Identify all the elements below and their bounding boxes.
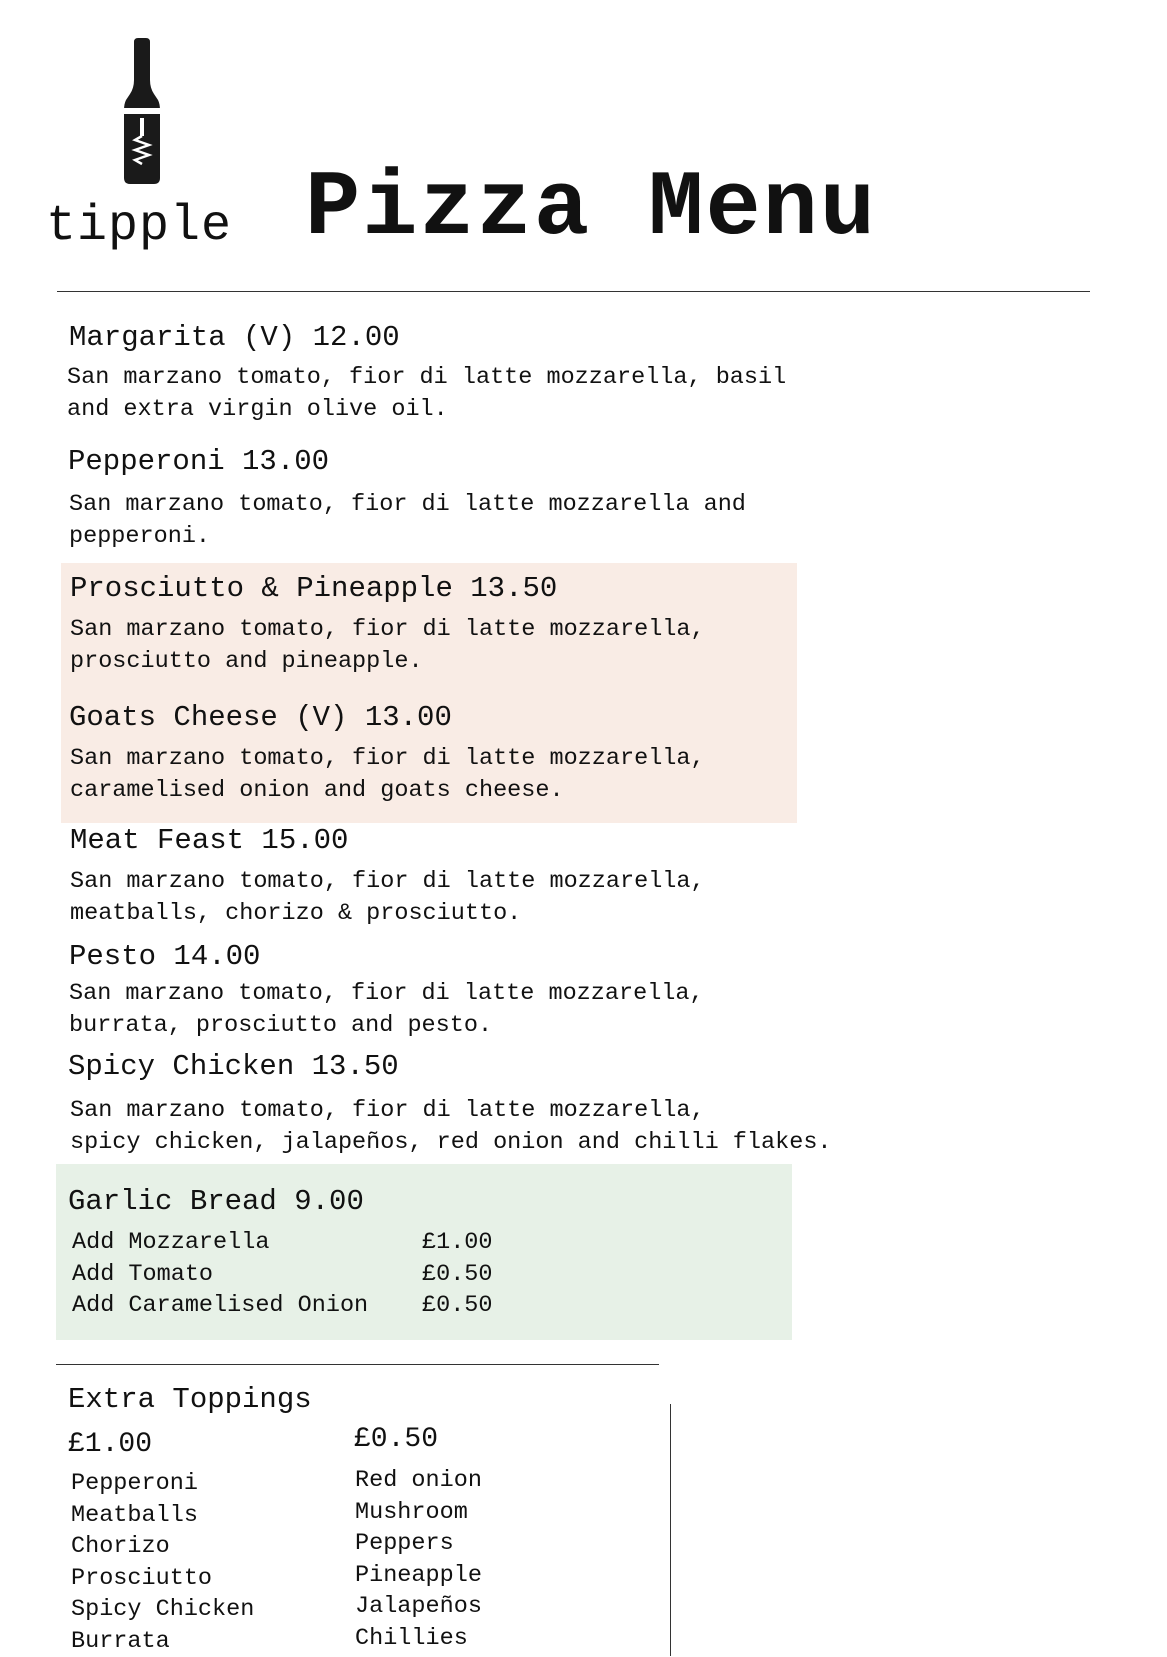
menu-item-name: Spicy Chicken 13.50 [68, 1051, 399, 1083]
wine-bottle-corkscrew-icon [120, 36, 164, 186]
topping-item: Prosciutto [71, 1563, 254, 1595]
menu-item-name: Meat Feast 15.00 [70, 825, 348, 857]
topping-item: Jalapeños [355, 1591, 482, 1623]
toppings-divider [56, 1364, 659, 1365]
addon-price: £0.50 [422, 1261, 493, 1288]
toppings-price-heading: £1.00 [68, 1429, 152, 1460]
addon-price: £0.50 [422, 1292, 493, 1319]
header-divider [57, 291, 1090, 292]
topping-item: Chillies [355, 1623, 482, 1655]
addon-name: Add Caramelised Onion [72, 1290, 422, 1322]
toppings-list [71, 1468, 254, 1657]
menu-item-name: Margarita (V) 12.00 [69, 322, 400, 354]
topping-item: Chorizo [71, 1531, 254, 1563]
addon-row [72, 1259, 493, 1291]
menu-item-name: Pepperoni 13.00 [68, 446, 329, 478]
extra-toppings-title: Extra Toppings [68, 1383, 312, 1416]
topping-item: Meatballs [71, 1500, 254, 1532]
menu-item-description: San marzano tomato, fior di latte mozzarella and pepperoni. [69, 489, 746, 553]
garlic-bread-name: Garlic Bread 9.00 [68, 1186, 364, 1218]
addon-name: Add Mozzarella [72, 1227, 422, 1259]
menu-item-name: Prosciutto & Pineapple 13.50 [70, 573, 557, 605]
brand-name: tipple [46, 198, 232, 255]
menu-item-description: San marzano tomato, fior di latte mozzarella, spicy chicken, jalapeños, red onion and chilli flakes. [70, 1095, 832, 1159]
menu-item-name: Pesto 14.00 [69, 941, 260, 973]
brand-logo [42, 36, 252, 256]
topping-item: Pepperoni [71, 1468, 254, 1500]
topping-item: Spicy Chicken [71, 1594, 254, 1626]
menu-item-description: San marzano tomato, fior di latte mozzarella, meatballs, chorizo & prosciutto. [70, 866, 705, 930]
addon-name: Add Tomato [72, 1259, 422, 1291]
topping-item: Peppers [355, 1528, 482, 1560]
topping-item: Red onion [355, 1465, 482, 1497]
addon-price: £1.00 [422, 1229, 493, 1256]
toppings-price-heading: £0.50 [354, 1424, 438, 1455]
menu-item-description: San marzano tomato, fior di latte mozzarella, caramelised onion and goats cheese. [70, 743, 705, 807]
garlic-bread-addons [72, 1227, 493, 1322]
page-title: Pizza Menu [305, 158, 877, 259]
menu-item-name: Goats Cheese (V) 13.00 [69, 702, 452, 734]
addon-row [72, 1227, 493, 1259]
topping-item: Burrata [71, 1626, 254, 1657]
toppings-list [355, 1465, 482, 1654]
topping-item: Pineapple [355, 1560, 482, 1592]
vertical-divider [670, 1404, 671, 1656]
menu-item-description: San marzano tomato, fior di latte mozzarella, prosciutto and pineapple. [70, 614, 705, 678]
menu-item-description: San marzano tomato, fior di latte mozzarella, burrata, prosciutto and pesto. [69, 978, 704, 1042]
addon-row [72, 1290, 493, 1322]
menu-item-description: San marzano tomato, fior di latte mozzarella, basil and extra virgin olive oil. [67, 362, 786, 426]
topping-item: Mushroom [355, 1497, 482, 1529]
